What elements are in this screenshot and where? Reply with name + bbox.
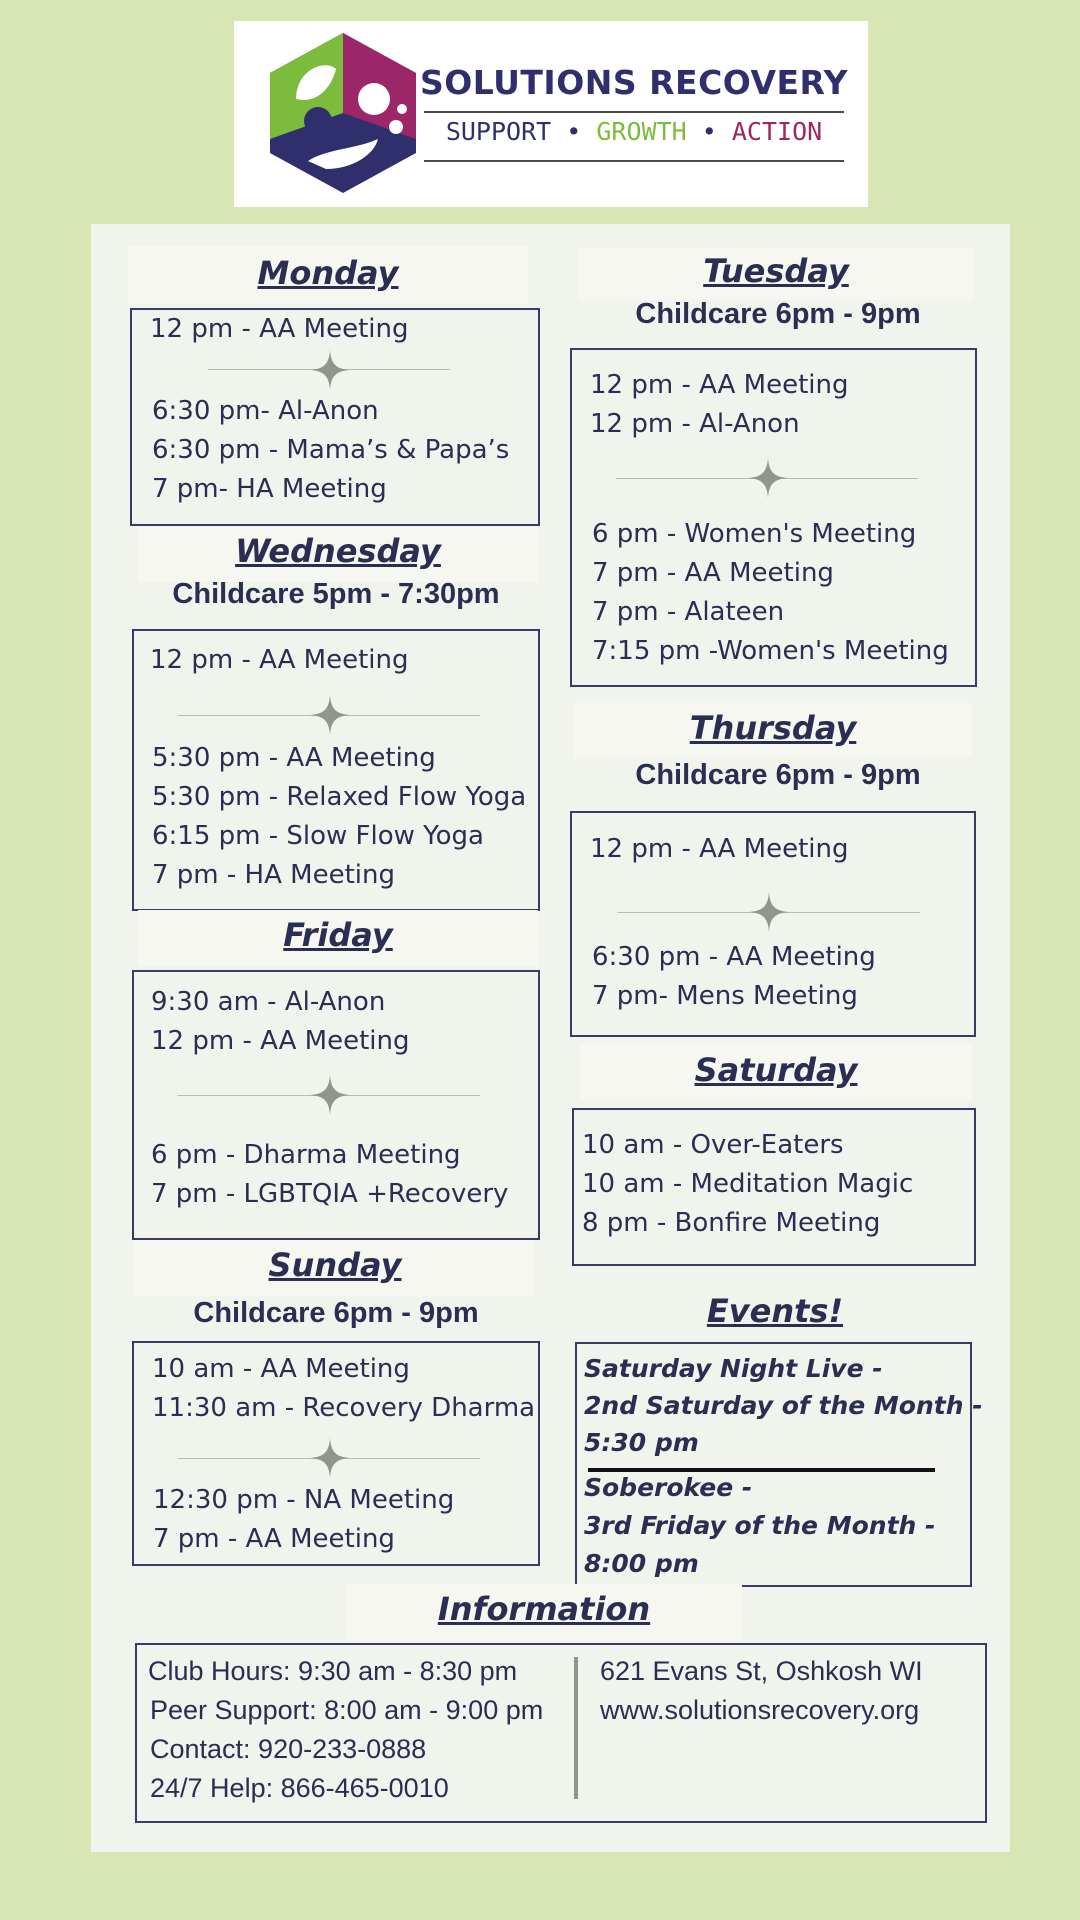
tuesday-childcare: Childcare 6pm - 9pm (635, 298, 921, 330)
logo-rule-top (424, 111, 844, 113)
friday-title: Friday (283, 916, 393, 954)
friday-line: 9:30 am - Al-Anon (151, 987, 386, 1017)
saturday-title: Saturday (694, 1051, 858, 1089)
tuesday-title: Tuesday (703, 252, 849, 290)
sparkle-divider-icon (310, 1438, 350, 1478)
event-line: 2nd Saturday of the Month - (584, 1391, 983, 1420)
sunday-line: 12:30 pm - NA Meeting (153, 1485, 455, 1515)
tuesday-line: 7 pm - Alateen (592, 597, 785, 627)
thursday-line: 6:30 pm - AA Meeting (592, 942, 876, 972)
tuesday-header (578, 248, 974, 300)
monday-line: 6:30 pm- Al-Anon (152, 396, 379, 426)
monday-title: Monday (257, 254, 399, 292)
club-hours: Club Hours: 9:30 am - 8:30 pm (148, 1656, 518, 1686)
monday-line: 12 pm - AA Meeting (150, 314, 409, 344)
event-line: 3rd Friday of the Month - (584, 1511, 936, 1540)
tuesday-line: 7 pm - AA Meeting (592, 558, 834, 588)
saturday-line: 8 pm - Bonfire Meeting (582, 1208, 881, 1238)
tuesday-line: 12 pm - AA Meeting (590, 370, 849, 400)
logo-banner (234, 21, 868, 207)
thursday-header (574, 703, 972, 757)
sparkle-divider-icon (748, 458, 788, 498)
saturday-line: 10 am - Over-Eaters (582, 1130, 844, 1160)
sunday-childcare: Childcare 6pm - 9pm (193, 1297, 479, 1329)
sunday-header (135, 1240, 535, 1296)
sunday-line: 11:30 am - Recovery Dharma (152, 1393, 536, 1423)
tag-dot: • (566, 117, 582, 146)
wednesday-title: Wednesday (235, 532, 441, 570)
sparkle-divider-icon (310, 350, 350, 390)
peer-support-hours: Peer Support: 8:00 am - 9:00 pm (150, 1695, 544, 1725)
saturday-line: 10 am - Meditation Magic (582, 1169, 914, 1199)
friday-line: 12 pm - AA Meeting (151, 1026, 410, 1056)
contact-phone: Contact: 920-233-0888 (150, 1734, 427, 1764)
friday-line: 7 pm - LGBTQIA +Recovery (151, 1179, 509, 1209)
address: 621 Evans St, Oshkosh WI (600, 1656, 923, 1686)
wednesday-line: 5:30 pm - AA Meeting (152, 743, 436, 773)
sparkle-divider-icon (749, 892, 789, 932)
saturday-header (580, 1043, 972, 1099)
solutions-recovery-logo-icon (256, 29, 431, 199)
information-title: Information (437, 1590, 651, 1628)
wednesday-line: 12 pm - AA Meeting (150, 645, 409, 675)
friday-header (138, 910, 538, 966)
tuesday-line: 12 pm - Al-Anon (590, 409, 800, 439)
tag-growth: GROWTH (596, 117, 687, 146)
information-header (346, 1584, 742, 1640)
logo-tagline (414, 117, 854, 146)
thursday-line: 12 pm - AA Meeting (590, 834, 849, 864)
website-link[interactable]: www.solutionsrecovery.org (600, 1695, 920, 1725)
monday-line: 6:30 pm - Mama’s & Papa’s (152, 435, 510, 465)
logo-name: SOLUTIONS RECOVERY (419, 63, 849, 102)
help-line: 24/7 Help: 866-465-0010 (150, 1773, 449, 1803)
wednesday-line: 7 pm - HA Meeting (152, 860, 395, 890)
wednesday-header (138, 526, 538, 582)
tag-support: SUPPORT (445, 117, 552, 146)
tuesday-line: 7:15 pm -Women's Meeting (592, 636, 949, 666)
tag-action: ACTION (731, 117, 823, 146)
friday-line: 6 pm - Dharma Meeting (151, 1140, 461, 1170)
sunday-line: 10 am - AA Meeting (152, 1354, 410, 1384)
sparkle-divider-icon (310, 695, 350, 735)
monday-header (128, 246, 528, 304)
monday-line: 7 pm- HA Meeting (152, 474, 387, 504)
event-line: 5:30 pm (584, 1428, 699, 1457)
tag-dot: • (701, 117, 717, 146)
sunday-line: 7 pm - AA Meeting (153, 1524, 395, 1554)
sunday-title: Sunday (268, 1246, 402, 1284)
wednesday-line: 5:30 pm - Relaxed Flow Yoga (152, 782, 527, 812)
logo-rule-bottom (424, 160, 844, 162)
tuesday-line: 6 pm - Women's Meeting (592, 519, 917, 549)
event-line: Soberokee - (584, 1473, 753, 1502)
wednesday-childcare: Childcare 5pm - 7:30pm (172, 578, 500, 610)
thursday-title: Thursday (689, 709, 857, 747)
event-line: 8:00 pm (584, 1549, 699, 1578)
information-divider (574, 1657, 578, 1799)
events-divider (588, 1468, 935, 1472)
thursday-line: 7 pm- Mens Meeting (592, 981, 858, 1011)
wednesday-line: 6:15 pm - Slow Flow Yoga (152, 821, 484, 851)
event-line: Saturday Night Live - (584, 1354, 883, 1383)
events-title: Events! (706, 1292, 844, 1330)
sparkle-divider-icon (310, 1075, 350, 1115)
thursday-childcare: Childcare 6pm - 9pm (635, 759, 921, 791)
